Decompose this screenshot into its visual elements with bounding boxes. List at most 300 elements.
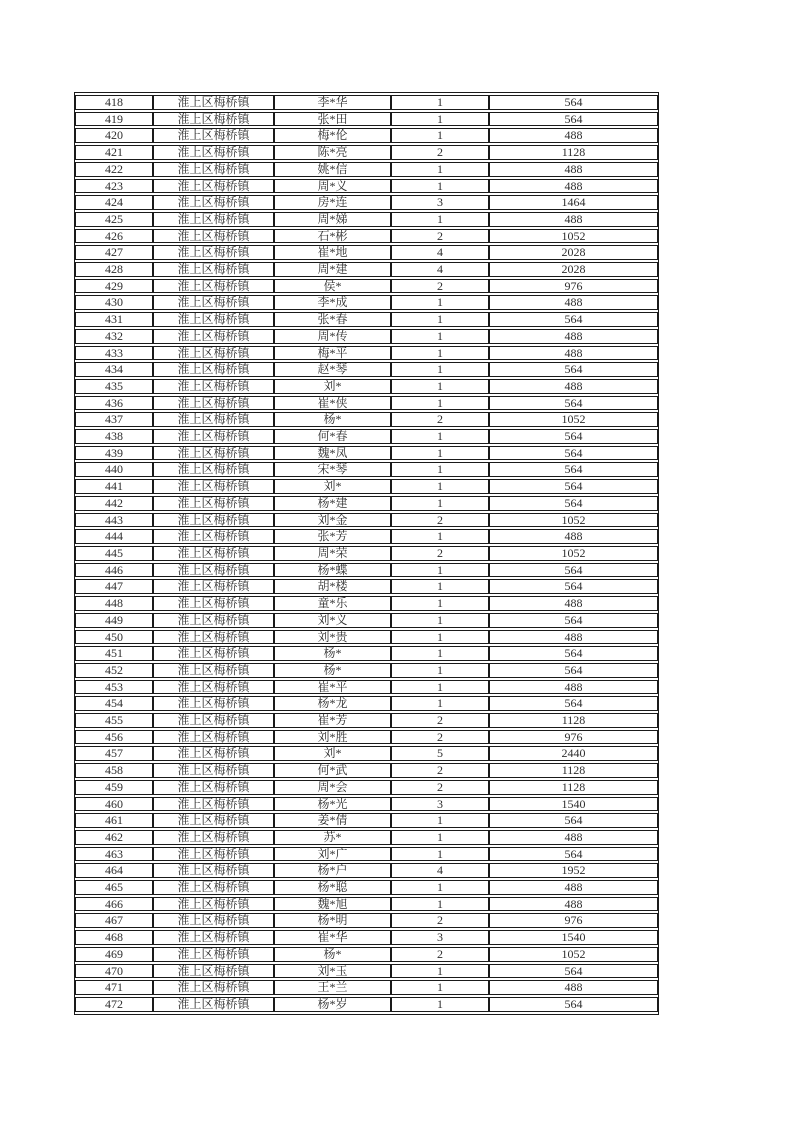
- cell-town: 淮上区梅桥镇: [153, 245, 274, 260]
- cell-name: 赵*琴: [274, 362, 391, 377]
- cell-row-number: 423: [75, 179, 153, 194]
- cell-count: 4: [391, 863, 489, 878]
- cell-town: 淮上区梅桥镇: [153, 563, 274, 578]
- cell-row-number: 471: [75, 980, 153, 995]
- table-row: [75, 680, 658, 695]
- cell-row-number: 472: [75, 997, 153, 1012]
- cell-count: 2: [391, 713, 489, 728]
- table-row: [75, 563, 658, 578]
- cell-name: 石*彬: [274, 229, 391, 244]
- cell-count: 4: [391, 245, 489, 260]
- cell-row-number: 470: [75, 964, 153, 979]
- cell-town: 淮上区梅桥镇: [153, 195, 274, 210]
- table-row: [75, 646, 658, 661]
- cell-amount: 1052: [489, 412, 658, 427]
- cell-count: 2: [391, 947, 489, 962]
- cell-town: 淮上区梅桥镇: [153, 513, 274, 528]
- cell-row-number: 453: [75, 680, 153, 695]
- cell-town: 淮上区梅桥镇: [153, 997, 274, 1012]
- cell-count: 1: [391, 396, 489, 411]
- table-row: [75, 295, 658, 310]
- table-row: [75, 379, 658, 394]
- table-row: [75, 947, 658, 962]
- cell-town: 淮上区梅桥镇: [153, 746, 274, 761]
- cell-row-number: 445: [75, 546, 153, 561]
- table-row: [75, 262, 658, 277]
- cell-town: 淮上区梅桥镇: [153, 813, 274, 828]
- table-row: [75, 229, 658, 244]
- cell-town: 淮上区梅桥镇: [153, 880, 274, 895]
- cell-amount: 2028: [489, 245, 658, 260]
- cell-town: 淮上区梅桥镇: [153, 145, 274, 160]
- cell-name: 杨*: [274, 412, 391, 427]
- cell-name: 张*春: [274, 312, 391, 327]
- cell-name: 杨*: [274, 646, 391, 661]
- cell-amount: 2028: [489, 262, 658, 277]
- cell-town: 淮上区梅桥镇: [153, 630, 274, 645]
- cell-amount: 564: [489, 563, 658, 578]
- cell-name: 魏*凤: [274, 446, 391, 461]
- table-row: [75, 847, 658, 862]
- cell-name: 陈*亮: [274, 145, 391, 160]
- cell-row-number: 466: [75, 897, 153, 912]
- cell-count: 3: [391, 195, 489, 210]
- cell-count: 1: [391, 897, 489, 912]
- cell-amount: 488: [489, 880, 658, 895]
- table-row: [75, 329, 658, 344]
- cell-row-number: 460: [75, 797, 153, 812]
- cell-name: 刘*金: [274, 513, 391, 528]
- cell-row-number: 459: [75, 780, 153, 795]
- cell-name: 童*乐: [274, 596, 391, 611]
- cell-name: 周*会: [274, 780, 391, 795]
- cell-row-number: 422: [75, 162, 153, 177]
- table-row: [75, 95, 658, 110]
- cell-row-number: 467: [75, 913, 153, 928]
- cell-name: 周*娣: [274, 212, 391, 227]
- cell-name: 苏*: [274, 830, 391, 845]
- table-row: [75, 913, 658, 928]
- cell-count: 1: [391, 630, 489, 645]
- cell-amount: 564: [489, 813, 658, 828]
- table-row: [75, 128, 658, 143]
- table-row: [75, 245, 658, 260]
- cell-amount: 488: [489, 379, 658, 394]
- table-row: [75, 780, 658, 795]
- cell-name: 周*义: [274, 179, 391, 194]
- cell-count: 2: [391, 730, 489, 745]
- cell-name: 张*田: [274, 112, 391, 127]
- cell-count: 1: [391, 162, 489, 177]
- cell-amount: 564: [489, 479, 658, 494]
- cell-row-number: 461: [75, 813, 153, 828]
- cell-amount: 1464: [489, 195, 658, 210]
- cell-name: 杨*光: [274, 797, 391, 812]
- cell-count: 1: [391, 95, 489, 110]
- cell-row-number: 454: [75, 696, 153, 711]
- cell-name: 何*春: [274, 429, 391, 444]
- beneficiary-table: [74, 92, 659, 1015]
- table-row: [75, 362, 658, 377]
- cell-row-number: 428: [75, 262, 153, 277]
- cell-amount: 564: [489, 112, 658, 127]
- cell-count: 2: [391, 513, 489, 528]
- cell-amount: 564: [489, 312, 658, 327]
- cell-row-number: 418: [75, 95, 153, 110]
- cell-count: 1: [391, 462, 489, 477]
- cell-amount: 564: [489, 964, 658, 979]
- cell-row-number: 458: [75, 763, 153, 778]
- table-row: [75, 179, 658, 194]
- cell-row-number: 444: [75, 529, 153, 544]
- cell-town: 淮上区梅桥镇: [153, 162, 274, 177]
- cell-count: 2: [391, 780, 489, 795]
- cell-row-number: 435: [75, 379, 153, 394]
- cell-row-number: 456: [75, 730, 153, 745]
- cell-town: 淮上区梅桥镇: [153, 646, 274, 661]
- cell-count: 5: [391, 746, 489, 761]
- table-row: [75, 930, 658, 945]
- table-row: [75, 396, 658, 411]
- cell-count: 1: [391, 663, 489, 678]
- cell-name: 刘*贵: [274, 630, 391, 645]
- cell-town: 淮上区梅桥镇: [153, 95, 274, 110]
- table-row: [75, 813, 658, 828]
- cell-name: 刘*义: [274, 613, 391, 628]
- cell-count: 1: [391, 112, 489, 127]
- cell-town: 淮上区梅桥镇: [153, 897, 274, 912]
- cell-count: 1: [391, 646, 489, 661]
- cell-amount: 976: [489, 279, 658, 294]
- cell-amount: 564: [489, 462, 658, 477]
- cell-count: 2: [391, 145, 489, 160]
- cell-row-number: 419: [75, 112, 153, 127]
- cell-row-number: 465: [75, 880, 153, 895]
- cell-row-number: 421: [75, 145, 153, 160]
- cell-name: 崔*侠: [274, 396, 391, 411]
- cell-amount: 2440: [489, 746, 658, 761]
- cell-count: 1: [391, 362, 489, 377]
- cell-amount: 1052: [489, 546, 658, 561]
- cell-count: 1: [391, 446, 489, 461]
- cell-amount: 488: [489, 162, 658, 177]
- cell-town: 淮上区梅桥镇: [153, 696, 274, 711]
- cell-row-number: 427: [75, 245, 153, 260]
- cell-row-number: 426: [75, 229, 153, 244]
- cell-amount: 1952: [489, 863, 658, 878]
- cell-count: 1: [391, 379, 489, 394]
- cell-row-number: 436: [75, 396, 153, 411]
- table-row: [75, 797, 658, 812]
- cell-name: 刘*胜: [274, 730, 391, 745]
- cell-name: 杨*明: [274, 913, 391, 928]
- cell-count: 1: [391, 346, 489, 361]
- cell-count: 1: [391, 179, 489, 194]
- cell-name: 杨*岁: [274, 997, 391, 1012]
- cell-town: 淮上区梅桥镇: [153, 529, 274, 544]
- cell-count: 1: [391, 212, 489, 227]
- cell-count: 2: [391, 913, 489, 928]
- cell-amount: 564: [489, 496, 658, 511]
- table-row: [75, 195, 658, 210]
- table-row: [75, 613, 658, 628]
- cell-name: 杨*建: [274, 496, 391, 511]
- cell-row-number: 430: [75, 295, 153, 310]
- table-row: [75, 312, 658, 327]
- cell-amount: 564: [489, 613, 658, 628]
- cell-name: 刘*: [274, 479, 391, 494]
- cell-amount: 488: [489, 980, 658, 995]
- cell-town: 淮上区梅桥镇: [153, 579, 274, 594]
- cell-amount: 488: [489, 212, 658, 227]
- cell-row-number: 431: [75, 312, 153, 327]
- cell-town: 淮上区梅桥镇: [153, 713, 274, 728]
- cell-town: 淮上区梅桥镇: [153, 613, 274, 628]
- cell-name: 刘*广: [274, 847, 391, 862]
- table-row: [75, 145, 658, 160]
- cell-town: 淮上区梅桥镇: [153, 379, 274, 394]
- cell-count: 1: [391, 680, 489, 695]
- table-body: [75, 95, 658, 1012]
- table-row: [75, 997, 658, 1012]
- cell-town: 淮上区梅桥镇: [153, 863, 274, 878]
- cell-row-number: 437: [75, 412, 153, 427]
- cell-town: 淮上区梅桥镇: [153, 797, 274, 812]
- cell-row-number: 464: [75, 863, 153, 878]
- cell-town: 淮上区梅桥镇: [153, 730, 274, 745]
- cell-town: 淮上区梅桥镇: [153, 279, 274, 294]
- cell-amount: 564: [489, 696, 658, 711]
- cell-row-number: 450: [75, 630, 153, 645]
- table-row: [75, 529, 658, 544]
- cell-count: 1: [391, 312, 489, 327]
- cell-amount: 488: [489, 630, 658, 645]
- cell-row-number: 451: [75, 646, 153, 661]
- cell-town: 淮上区梅桥镇: [153, 295, 274, 310]
- cell-town: 淮上区梅桥镇: [153, 112, 274, 127]
- cell-amount: 564: [489, 579, 658, 594]
- cell-count: 1: [391, 563, 489, 578]
- cell-name: 王*兰: [274, 980, 391, 995]
- cell-row-number: 438: [75, 429, 153, 444]
- cell-row-number: 429: [75, 279, 153, 294]
- cell-name: 房*连: [274, 195, 391, 210]
- table-row: [75, 546, 658, 561]
- cell-town: 淮上区梅桥镇: [153, 462, 274, 477]
- cell-row-number: 433: [75, 346, 153, 361]
- cell-name: 刘*玉: [274, 964, 391, 979]
- table-row: [75, 696, 658, 711]
- cell-count: 1: [391, 613, 489, 628]
- cell-name: 周*传: [274, 329, 391, 344]
- cell-count: 1: [391, 830, 489, 845]
- cell-row-number: 420: [75, 128, 153, 143]
- table-row: [75, 346, 658, 361]
- cell-amount: 488: [489, 529, 658, 544]
- cell-name: 刘*: [274, 379, 391, 394]
- cell-count: 3: [391, 797, 489, 812]
- cell-name: 杨*: [274, 663, 391, 678]
- cell-name: 姜*倩: [274, 813, 391, 828]
- cell-town: 淮上区梅桥镇: [153, 980, 274, 995]
- cell-amount: 564: [489, 646, 658, 661]
- cell-amount: 488: [489, 179, 658, 194]
- cell-town: 淮上区梅桥镇: [153, 913, 274, 928]
- cell-amount: 564: [489, 663, 658, 678]
- cell-town: 淮上区梅桥镇: [153, 496, 274, 511]
- cell-town: 淮上区梅桥镇: [153, 964, 274, 979]
- cell-count: 1: [391, 880, 489, 895]
- cell-town: 淮上区梅桥镇: [153, 680, 274, 695]
- cell-count: 3: [391, 930, 489, 945]
- cell-name: 崔*芳: [274, 713, 391, 728]
- cell-name: 李*华: [274, 95, 391, 110]
- cell-count: 4: [391, 262, 489, 277]
- cell-name: 杨*蝶: [274, 563, 391, 578]
- cell-name: 崔*华: [274, 930, 391, 945]
- cell-town: 淮上区梅桥镇: [153, 229, 274, 244]
- cell-name: 杨*: [274, 947, 391, 962]
- table-row: [75, 462, 658, 477]
- table-row: [75, 980, 658, 995]
- cell-amount: 1128: [489, 145, 658, 160]
- cell-row-number: 432: [75, 329, 153, 344]
- cell-count: 1: [391, 329, 489, 344]
- cell-name: 魏*旭: [274, 897, 391, 912]
- cell-count: 1: [391, 128, 489, 143]
- cell-name: 梅*平: [274, 346, 391, 361]
- table-row: [75, 863, 658, 878]
- cell-row-number: 425: [75, 212, 153, 227]
- cell-town: 淮上区梅桥镇: [153, 930, 274, 945]
- cell-row-number: 463: [75, 847, 153, 862]
- cell-amount: 564: [489, 446, 658, 461]
- cell-town: 淮上区梅桥镇: [153, 546, 274, 561]
- cell-amount: 488: [489, 329, 658, 344]
- table-row: [75, 513, 658, 528]
- table-row: [75, 112, 658, 127]
- cell-row-number: 440: [75, 462, 153, 477]
- cell-town: 淮上区梅桥镇: [153, 312, 274, 327]
- cell-count: 1: [391, 997, 489, 1012]
- cell-amount: 488: [489, 128, 658, 143]
- cell-amount: 564: [489, 95, 658, 110]
- cell-row-number: 448: [75, 596, 153, 611]
- cell-row-number: 455: [75, 713, 153, 728]
- cell-name: 侯*: [274, 279, 391, 294]
- cell-count: 2: [391, 763, 489, 778]
- cell-town: 淮上区梅桥镇: [153, 663, 274, 678]
- table-row: [75, 429, 658, 444]
- cell-amount: 488: [489, 680, 658, 695]
- cell-name: 何*武: [274, 763, 391, 778]
- table-row: [75, 446, 658, 461]
- cell-row-number: 446: [75, 563, 153, 578]
- cell-row-number: 439: [75, 446, 153, 461]
- cell-name: 崔*地: [274, 245, 391, 260]
- cell-count: 2: [391, 412, 489, 427]
- cell-amount: 1052: [489, 513, 658, 528]
- cell-row-number: 443: [75, 513, 153, 528]
- cell-row-number: 469: [75, 947, 153, 962]
- table-row: [75, 479, 658, 494]
- cell-town: 淮上区梅桥镇: [153, 179, 274, 194]
- cell-name: 刘*: [274, 746, 391, 761]
- cell-town: 淮上区梅桥镇: [153, 947, 274, 962]
- cell-count: 1: [391, 479, 489, 494]
- cell-name: 杨*户: [274, 863, 391, 878]
- cell-count: 1: [391, 429, 489, 444]
- cell-town: 淮上区梅桥镇: [153, 262, 274, 277]
- cell-count: 1: [391, 295, 489, 310]
- table-row: [75, 162, 658, 177]
- cell-name: 周*建: [274, 262, 391, 277]
- cell-amount: 1128: [489, 713, 658, 728]
- cell-town: 淮上区梅桥镇: [153, 596, 274, 611]
- cell-count: 1: [391, 596, 489, 611]
- cell-amount: 488: [489, 897, 658, 912]
- cell-count: 2: [391, 279, 489, 294]
- cell-town: 淮上区梅桥镇: [153, 396, 274, 411]
- cell-town: 淮上区梅桥镇: [153, 329, 274, 344]
- cell-amount: 488: [489, 596, 658, 611]
- cell-row-number: 452: [75, 663, 153, 678]
- cell-town: 淮上区梅桥镇: [153, 763, 274, 778]
- table-row: [75, 964, 658, 979]
- cell-town: 淮上区梅桥镇: [153, 830, 274, 845]
- cell-row-number: 457: [75, 746, 153, 761]
- cell-amount: 976: [489, 913, 658, 928]
- cell-amount: 976: [489, 730, 658, 745]
- table-row: [75, 279, 658, 294]
- table-row: [75, 730, 658, 745]
- cell-row-number: 449: [75, 613, 153, 628]
- table-row: [75, 763, 658, 778]
- cell-name: 胡*楼: [274, 579, 391, 594]
- cell-town: 淮上区梅桥镇: [153, 446, 274, 461]
- cell-town: 淮上区梅桥镇: [153, 429, 274, 444]
- cell-town: 淮上区梅桥镇: [153, 362, 274, 377]
- cell-count: 1: [391, 696, 489, 711]
- cell-count: 1: [391, 847, 489, 862]
- cell-count: 1: [391, 496, 489, 511]
- cell-name: 宋*琴: [274, 462, 391, 477]
- cell-amount: 564: [489, 362, 658, 377]
- cell-amount: 564: [489, 396, 658, 411]
- table-row: [75, 412, 658, 427]
- cell-count: 1: [391, 579, 489, 594]
- cell-row-number: 468: [75, 930, 153, 945]
- table-row: [75, 897, 658, 912]
- cell-town: 淮上区梅桥镇: [153, 847, 274, 862]
- table-row: [75, 212, 658, 227]
- cell-town: 淮上区梅桥镇: [153, 212, 274, 227]
- cell-name: 杨*龙: [274, 696, 391, 711]
- cell-count: 1: [391, 813, 489, 828]
- cell-amount: 564: [489, 429, 658, 444]
- cell-name: 周*荣: [274, 546, 391, 561]
- cell-town: 淮上区梅桥镇: [153, 780, 274, 795]
- cell-count: 2: [391, 229, 489, 244]
- cell-name: 李*成: [274, 295, 391, 310]
- cell-row-number: 442: [75, 496, 153, 511]
- cell-row-number: 441: [75, 479, 153, 494]
- table-row: [75, 630, 658, 645]
- table-row: [75, 830, 658, 845]
- cell-row-number: 462: [75, 830, 153, 845]
- cell-amount: 564: [489, 847, 658, 862]
- cell-count: 1: [391, 529, 489, 544]
